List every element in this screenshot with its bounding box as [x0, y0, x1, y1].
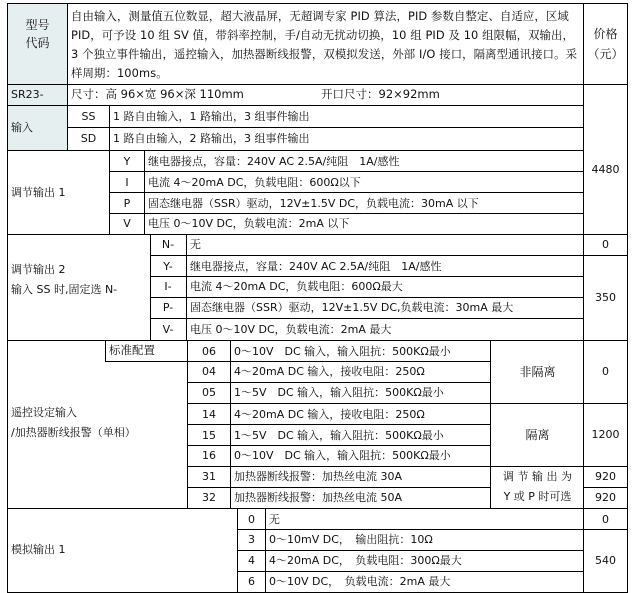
output2-code: N-: [161, 238, 175, 252]
price-base: 4480: [591, 162, 620, 176]
input-code: SD: [80, 132, 97, 146]
remote-code: 16: [202, 449, 216, 463]
output1-code: P: [123, 196, 131, 210]
grid-line: [237, 529, 628, 530]
remote-desc: 4～20mA DC 输入，接收电阻：250Ω: [234, 407, 425, 421]
output1-label: 调节输出 1: [11, 185, 66, 199]
analog-desc: 0～10mV DC， 输出阻抗：10Ω: [269, 533, 433, 547]
output2-desc: 电压 0～10V DC，负载电流：2mA 最大: [190, 322, 392, 336]
price-isolated: 1200: [591, 428, 620, 442]
remote-code: 06: [202, 344, 216, 358]
grid-line: [7, 508, 628, 509]
grid-line: [150, 297, 584, 298]
output2-desc: 电流 4～20mA DC，负载电阻：600Ω最大: [190, 280, 403, 294]
grid-line: [150, 255, 628, 256]
price-heater-30a: 920: [595, 469, 616, 483]
remote-desc: 1～5V DC 输入，输入阻抗：500KΩ最小: [234, 385, 444, 399]
model-size: 尺寸：高 96×宽 96×深 110mm: [71, 87, 244, 102]
analog-code: 0: [248, 512, 255, 526]
grid-line: [187, 424, 491, 425]
analog-desc: 4～20mA DC， 负载电阻：300Ω最大: [269, 553, 462, 567]
condition-note: 调 节 输 出 为 Y 或 P 时可选: [503, 470, 572, 503]
grid-line: [187, 445, 491, 446]
analog-code: 3: [248, 533, 255, 547]
remote-code: 04: [202, 365, 216, 379]
grid-line: [150, 318, 584, 319]
model-cutout: 开口尺寸：92×92mm: [321, 87, 440, 102]
output1-code: I: [125, 175, 129, 189]
output2-code: Y-: [163, 259, 173, 273]
table-border: [7, 3, 8, 593]
standard-config-label: 标准配置: [109, 343, 155, 358]
isolated-label: 隔离: [525, 427, 550, 442]
grid-line: [109, 105, 110, 235]
analog-code: 4: [248, 553, 255, 567]
grid-line: [187, 382, 491, 383]
grid-line: [109, 213, 584, 214]
grid-line: [7, 234, 628, 235]
input-desc: 1 路自由输入，2 路输出，3 组事件输出: [113, 132, 310, 146]
output1-code: Y: [123, 154, 131, 168]
output2-code: P-: [162, 301, 174, 315]
grid-line: [67, 127, 584, 128]
analog-desc: 0～10V DC， 负载电流：2mA 最大: [269, 574, 451, 588]
grid-line: [187, 487, 491, 488]
table-border: [7, 3, 628, 4]
remote-desc: 加热器断线报警：加热丝电流 50A: [234, 490, 403, 504]
output2-desc: 固态继电器（SSR）驱动，12V±1.5V DC,负载电流：30mA 最大: [190, 301, 514, 315]
analog-desc: 无: [269, 512, 280, 526]
output1-desc: 电压 0～10V DC，负载电流：2mA 以下: [148, 217, 350, 231]
grid-line: [150, 276, 584, 277]
remote-code: 05: [202, 385, 216, 399]
grid-line: [186, 234, 187, 340]
remote-desc: 0～10V DC 输入，输入阻抗：500KΩ最小: [234, 344, 451, 358]
remote-desc: 0～10V DC 输入，输入阻抗：500KΩ最小: [234, 449, 451, 463]
grid-line: [7, 340, 628, 341]
input-label: 输入: [8, 105, 67, 150]
grid-line: [7, 105, 584, 106]
remote-code: 15: [202, 428, 216, 442]
analog-code: 6: [248, 574, 255, 588]
remote-desc: 加热器断线报警：加热丝电流 30A: [234, 469, 403, 483]
model-code: SR23-: [8, 85, 67, 105]
remote-code: 14: [202, 407, 216, 421]
remote-desc: 4～20mA DC 输入，接收电阻：250Ω: [234, 365, 425, 379]
grid-line: [67, 3, 68, 151]
output2-label: 调节输出 2 输入 SS 时,固定选 N-: [11, 263, 118, 296]
grid-line: [187, 403, 628, 404]
grid-line: [150, 234, 151, 340]
remote-label: 遥控设定输入 /加热器断线报警（单相）: [11, 406, 136, 439]
price-output2: 350: [595, 291, 616, 305]
grid-line: [105, 340, 106, 361]
output1-code: V: [123, 217, 131, 231]
grid-line: [109, 192, 584, 193]
product-description: 自由输入，测量值五位数显，超大液晶屏，无超调专家 PID 算法，PID 参数自整定、自适应，区域 PID，可予设 10 组 SV 值，带斜率控制，手/自动无扰动切换，10 组 PID 及 10 组限幅，双输出，3 个独立事件输出，遥控输入，加热器断线报警，双模拟发送，外部 I/O 接口，隔离型通讯接口。采样周期：100ms。: [71, 9, 578, 80]
price-non-isolated: 0: [602, 365, 609, 379]
output2-code: V-: [162, 322, 174, 336]
remote-desc: 1～5V DC 输入，输入阻抗：500KΩ最小: [234, 428, 444, 442]
model-code-header: 型号代码: [8, 4, 67, 64]
non-isolated-label: 非隔离: [519, 364, 556, 379]
output2-desc: 继电器接点，容量：240V AC 2.5A/纯阻 1A/感性: [190, 259, 442, 273]
analog-label: 模拟输出 1: [11, 543, 66, 557]
grid-line: [187, 466, 628, 467]
remote-code: 31: [202, 469, 216, 483]
price-output2-none: 0: [602, 238, 609, 252]
price-analog: 540: [595, 554, 616, 568]
input-code: SS: [81, 109, 96, 123]
table-border: [627, 3, 628, 593]
header-shade: [8, 64, 67, 85]
price-analog-none: 0: [602, 512, 609, 526]
grid-line: [7, 150, 584, 151]
grid-line: [187, 361, 491, 362]
grid-line: [583, 3, 584, 593]
grid-line: [237, 550, 584, 551]
price-header: 价格（元）: [587, 27, 624, 61]
output1-desc: 电流 4～20mA DC，负载电阻：600Ω以下: [148, 175, 361, 189]
grid-line: [105, 361, 188, 362]
output1-desc: 固态继电器（SSR）驱动，12V±1.5V DC，负载电流：30mA 以下: [148, 196, 479, 210]
grid-line: [109, 171, 584, 172]
output1-desc: 继电器接点，容量：240V AC 2.5A/纯阻 1A/感性: [148, 154, 400, 168]
price-heater-50a: 920: [595, 490, 616, 504]
remote-code: 32: [202, 490, 216, 504]
input-desc: 1 路自由输入，1 路输出，3 组事件输出: [113, 109, 310, 123]
grid-line: [583, 487, 628, 488]
output2-code: I-: [164, 280, 172, 294]
grid-line: [7, 84, 628, 85]
grid-line: [237, 571, 584, 572]
output2-desc: 无: [190, 238, 201, 252]
